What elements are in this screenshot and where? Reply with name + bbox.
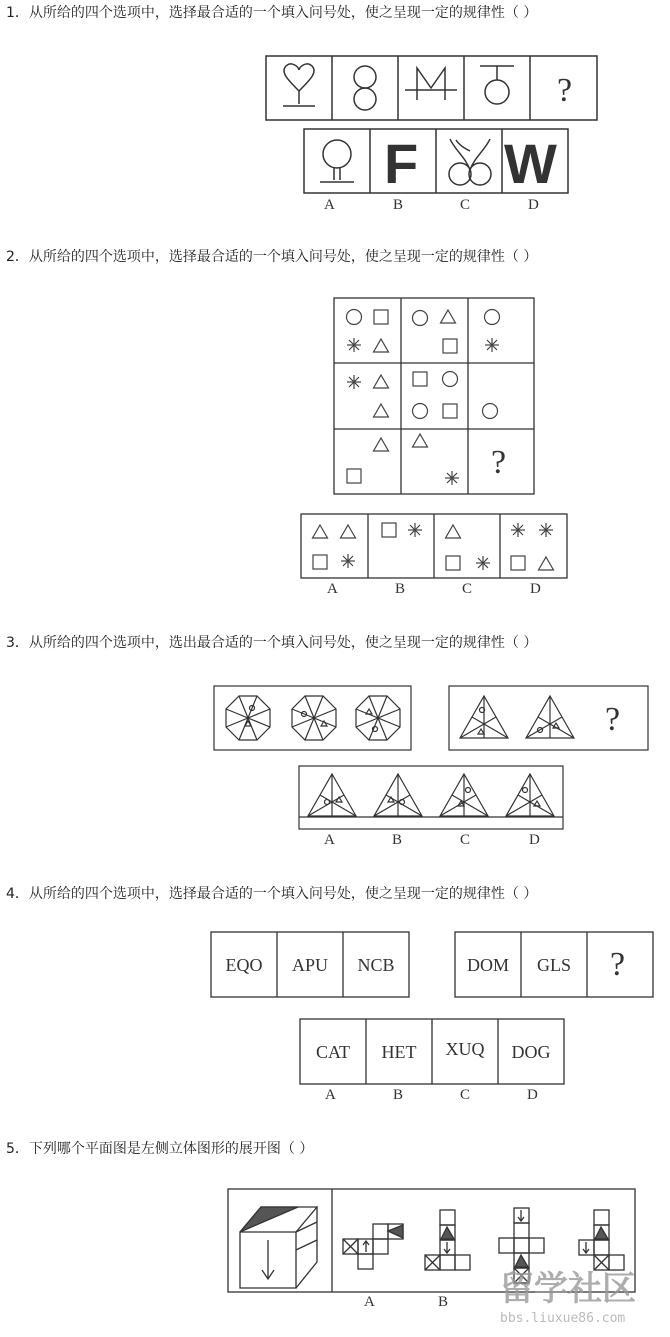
- q2-question-mark: ?: [491, 444, 507, 481]
- option-triangle-b: [374, 774, 422, 816]
- svg-text:EQO: EQO: [225, 955, 263, 975]
- q1-figure: [266, 56, 597, 195]
- svg-text:APU: APU: [291, 955, 329, 975]
- svg-text:B: B: [395, 581, 406, 597]
- svg-text:NCB: NCB: [357, 955, 395, 975]
- watermark: [500, 1269, 636, 1326]
- net-d: [579, 1210, 624, 1270]
- tree-shape: [320, 140, 354, 182]
- option-triangle-a: [308, 774, 356, 816]
- q2-option-symbols: [313, 523, 554, 570]
- q1-labels: [324, 197, 539, 213]
- octagon-2: [292, 696, 336, 740]
- triangle-1: [460, 696, 508, 738]
- svg-text:留学社区: 留学社区: [500, 1269, 636, 1309]
- question-2-title: 2．从所给的四个选项中，选择最合适的一个填入问号处，使之呈现一定的规律性（ ）: [6, 249, 538, 265]
- q5-labels: [364, 1294, 448, 1310]
- q4-figure: [211, 932, 653, 1084]
- svg-text:?: ?: [610, 946, 626, 983]
- svg-text:A: A: [324, 832, 335, 848]
- q4-texts: [226, 946, 626, 1062]
- svg-text:D: D: [529, 832, 540, 848]
- svg-text:HET: HET: [381, 1042, 417, 1062]
- question-4-title: 4．从所给的四个选项中，选择最合适的一个填入问号处，使之呈现一定的规律性（ ）: [6, 886, 538, 902]
- q2-symbols: [347, 310, 500, 486]
- svg-text:C: C: [460, 1087, 471, 1103]
- svg-text:XUQ: XUQ: [445, 1039, 485, 1059]
- svg-text:CAT: CAT: [315, 1042, 351, 1062]
- svg-text:C: C: [460, 832, 471, 848]
- question-3-title: 3．从所给的四个选项中，选出最合适的一个填入问号处，使之呈现一定的规律性（ ）: [6, 635, 538, 651]
- q2-labels: [327, 581, 541, 597]
- svg-text:B: B: [438, 1294, 449, 1310]
- heart-shape: [284, 64, 314, 91]
- t-circle-shape: [480, 66, 514, 104]
- m-shape: [405, 68, 457, 100]
- svg-text:A: A: [364, 1294, 375, 1310]
- letter-w: W: [504, 132, 557, 195]
- net-b: [425, 1210, 470, 1270]
- svg-text:B: B: [393, 1087, 404, 1103]
- svg-text:DOM: DOM: [466, 955, 510, 975]
- svg-text:A: A: [325, 1087, 336, 1103]
- question-1-title: 1．从所给的四个选项中，选择最合适的一个填入问号处，使之呈现一定的规律性（ ）: [6, 5, 538, 21]
- q1-question-mark: ?: [557, 72, 573, 109]
- option-triangle-d: [506, 774, 554, 816]
- svg-text:A: A: [324, 197, 335, 213]
- net-a: [343, 1224, 403, 1269]
- double-loop-shape: [449, 139, 491, 185]
- cube-shape: [240, 1207, 317, 1288]
- svg-text:D: D: [527, 1087, 538, 1103]
- octagon-1: [226, 696, 270, 740]
- svg-text:A: A: [327, 581, 338, 597]
- option-triangle-c: [440, 774, 488, 816]
- svg-text:C: C: [462, 581, 473, 597]
- question-5-title: 5．下列哪个平面图是左侧立体图形的展开图（ ）: [6, 1141, 314, 1157]
- svg-text:C: C: [460, 197, 471, 213]
- triangle-2: [526, 696, 574, 738]
- octagon-3: [356, 696, 400, 740]
- q3-question-mark: ?: [605, 701, 621, 738]
- svg-text:bbs.liuxue86.com: bbs.liuxue86.com: [500, 1311, 626, 1326]
- figure-eight-shape: [354, 66, 376, 88]
- letter-f: F: [384, 132, 419, 195]
- q3-labels: [324, 832, 540, 848]
- svg-text:DOG: DOG: [511, 1042, 551, 1062]
- svg-text:B: B: [392, 832, 403, 848]
- q2-options: [301, 514, 567, 578]
- q3-figure: [214, 686, 648, 829]
- svg-text:D: D: [530, 581, 541, 597]
- svg-text:GLS: GLS: [536, 955, 572, 975]
- q4-labels: [325, 1087, 538, 1103]
- svg-text:B: B: [393, 197, 404, 213]
- svg-text:D: D: [528, 197, 539, 213]
